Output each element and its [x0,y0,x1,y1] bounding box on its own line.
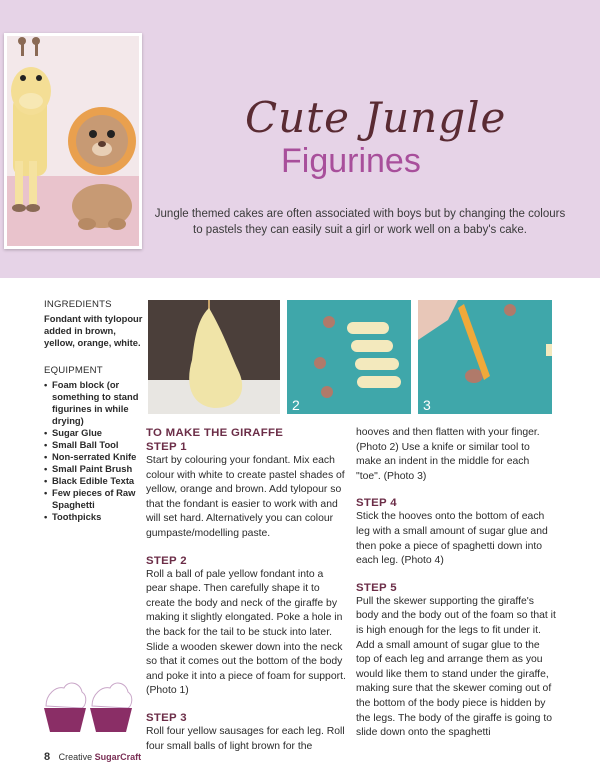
giraffe-lion-photo [4,33,142,249]
cupcakes-icon [42,676,136,734]
step-heading: STEP 1 [146,441,187,453]
page-number: 8 [44,751,51,763]
equipment-item: • Sugar Glue [44,427,144,439]
step-text: Roll a ball of pale yellow fondant into a pear shape. Then carefully shape it to create the body and neck of the giraffe by making it slightly elongated. Poke a hole in the back for the tail to be stuck into later. Slide a wooden skewer down into the neck so that it comes out the bottom of the body and poke it into a piece of foam for support. (Photo 1) [146,568,346,697]
footer-brand: SugarCraft [94,752,142,762]
title-line2: Figurines [281,142,421,180]
step-heading: STEP 3 [146,711,187,724]
photo-number: 2 [292,397,300,413]
fondant-pear-photo [148,300,280,414]
fondant-sausages-photo [287,300,411,414]
equipment-heading: EQUIPMENT [44,365,103,376]
ingredients-text: Fondant with tylopour added in brown, yellow, orange, white. [44,313,143,348]
step-heading: STEP 2 [146,554,187,567]
section-heading: TO MAKE THE GIRAFFE [146,427,284,439]
step-text: hooves and then flatten with your finger. (Photo 2) Use a knife or similar tool to make an indent in the middle for each "toe". (Photo 3) [356,427,540,482]
step-heading: STEP 4 [356,497,397,510]
equipment-item: • Black Edible Texta [44,475,144,487]
step-heading: STEP 5 [356,581,397,594]
title-line1: Cute Jungle [245,93,507,142]
step-text: Stick the hooves onto the bottom of each leg with a small amount of sugar glue and then poke a piece of spaghetti down into each leg. (Photo 4) [356,511,548,567]
column-1 [146,426,346,754]
step-text: Roll four yellow sausages for each leg. Roll four small balls of light brown for the [146,725,345,752]
equipment-item: • Few pieces of Raw Spaghetti [44,487,144,511]
equipment-item: • Toothpicks [44,511,144,523]
photo-number: 3 [423,397,431,413]
giraffe-lion-illustration [7,36,139,246]
step-text: Pull the skewer supporting the giraffe's body and the body out of the foam so that it is high enough for the legs to fit under it. Add a small amount of sugar glue to the top of each leg and arrange them as you would like them to stand under the giraffe, making sure that the skewer coming out of the bottom of the body piece is hidden by the legs. The body of the giraffe is going to slide down onto the spaghetti [356,595,556,739]
footer [44,751,141,763]
column-2 [356,426,556,741]
step-text: Start by colouring your fondant. Mix each colour with white to create pastel shades of yellow, orange and brown. Add tylopour so that the fondant is easier to work with and will set hard. Alternatively you can colour gumpaste/modelling paste. [146,455,345,539]
equipment-item: • Small Ball Tool [44,439,144,451]
sidebar [44,299,144,523]
equipment-item: • Non-serrated Knife [44,451,144,463]
ingredients-heading: INGREDIENTS [44,299,112,310]
intro-text: Jungle themed cakes are often associated with boys but by changing the colours to pastels they can easily suit a girl or work well on a baby's cake. [154,208,566,236]
fondant-indent-photo [418,300,552,414]
equipment-list [44,379,144,523]
equipment-item: • Foam block (or something to stand figurines in while drying) [44,379,144,427]
footer-creative: Creative [58,752,93,762]
equipment-item: • Small Paint Brush [44,463,144,475]
